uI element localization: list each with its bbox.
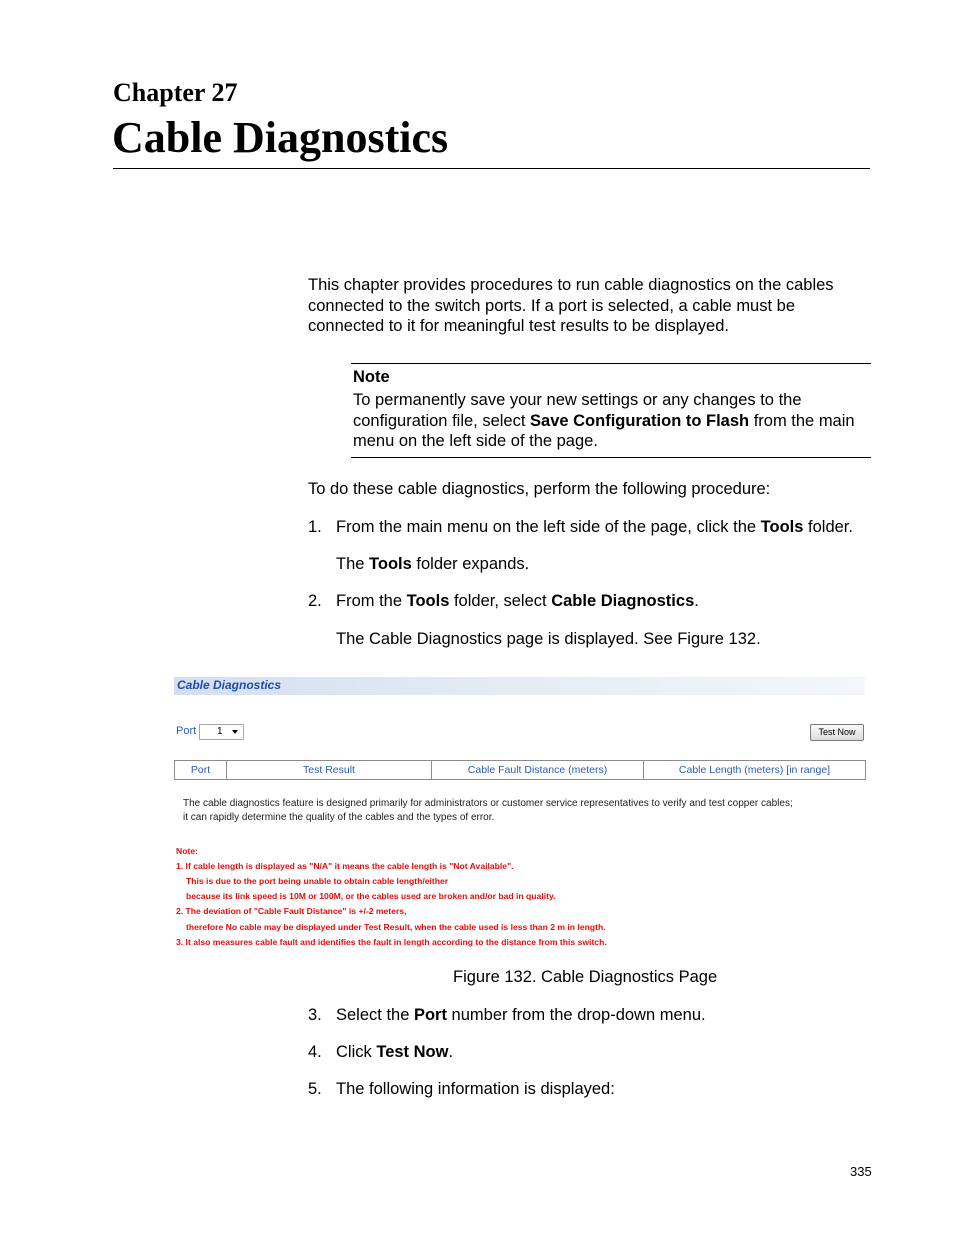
step-3-bold: Port (413, 1006, 447, 1024)
figure-page-header (174, 677, 865, 695)
note-text-after: from the main menu on the left side of the page. (353, 411, 855, 450)
figure-port-label: Port (176, 725, 197, 737)
step-1-post: folder. (803, 518, 853, 536)
step-1-result-post: folder expands. (411, 555, 530, 573)
column-header-test-result: Test Result (227, 761, 432, 779)
step-3-post: number from the drop-down menu. (446, 1006, 706, 1024)
figure-note-heading: Note: (176, 846, 198, 856)
step-2-mid: folder, select (449, 592, 552, 610)
step-5-text: The following information is displayed: (336, 1080, 615, 1098)
step-2-result: The Cable Diagnostics page is displayed. See Figure 132. (336, 630, 761, 648)
figure-note-line: 1. If cable length is displayed as "N/A" it means the cable length is "Not Available". (176, 861, 514, 871)
step-1-result-pre: The (336, 555, 370, 573)
figure-note-line: This is due to the port being unable to obtain cable length/either (186, 876, 449, 886)
test-now-button[interactable]: Test Now (810, 724, 864, 741)
figure-port-select[interactable] (199, 724, 244, 740)
step-1-text (336, 517, 853, 538)
step-2-pre: From the (336, 592, 407, 610)
step-1-pre: From the main menu on the left side of the page, click the (336, 518, 761, 536)
step-2-bold-tools: Tools (406, 592, 450, 610)
step-4-bold: Test Now (376, 1043, 449, 1061)
note-text-before: To permanently save your new settings or any changes to the configuration file, select (353, 391, 802, 430)
step-2-number: 2. (308, 592, 322, 610)
step-2-bold-cable: Cable Diagnostics (551, 592, 695, 610)
figure-port-value: 1 (217, 726, 223, 737)
chapter-title: Cable Diagnostics (112, 113, 449, 162)
note-heading: Note (353, 368, 390, 386)
intro-paragraph: This chapter provides procedures to run cable diagnostics on the cables connected to the switch ports. If a port is selected, a cable must be connected to it for meaningful test results to be displayed. (308, 276, 834, 335)
step-2-post: . (694, 592, 699, 610)
title-divider (113, 168, 870, 169)
step-1-bold: Tools (760, 518, 804, 536)
figure-note-line: 2. The deviation of "Cable Fault Distance" is +/-2 meters, (176, 906, 407, 916)
note-text (353, 390, 869, 452)
step-4-pre: Click (336, 1043, 377, 1061)
step-3-text (336, 1005, 706, 1026)
chapter-label: Chapter 27 (113, 78, 238, 107)
figure-results-table-header (174, 760, 866, 780)
figure-note-line: because its link speed is 10M or 100M, or the cables used are broken and/or bad in quality. (186, 891, 556, 901)
figure-note-line: therefore No cable may be displayed under Test Result, when the cable used is less than 2 m in length. (186, 922, 606, 932)
step-4-text (336, 1042, 453, 1063)
step-1-result-bold: Tools (369, 555, 412, 573)
note-box (351, 363, 871, 458)
step-4-post: . (448, 1043, 454, 1061)
figure-description-line-2: it can rapidly determine the quality of the cables and the types of error. (183, 812, 495, 823)
column-header-fault-distance: Cable Fault Distance (meters) (432, 761, 644, 779)
figure-note-line: 3. It also measures cable fault and identifies the fault in length according to the distance from this switch. (176, 937, 607, 947)
chevron-down-icon (232, 730, 238, 734)
column-header-cable-length: Cable Length (meters) [in range] (678, 764, 831, 776)
step-1-result (336, 554, 529, 575)
column-header-port: Port (175, 761, 227, 779)
page-number: 335 (850, 1164, 872, 1179)
step-3-pre: Select the (336, 1006, 414, 1024)
note-text-bold: Save Configuration to Flash (530, 411, 750, 430)
figure-page-title: Cable Diagnostics (177, 678, 282, 692)
figure-caption: Figure 132. Cable Diagnostics Page (453, 968, 718, 986)
step-4-number: 4. (308, 1043, 322, 1061)
step-1-number: 1. (308, 518, 322, 536)
procedure-intro: To do these cable diagnostics, perform the following procedure: (308, 480, 771, 498)
step-2-text (336, 591, 699, 612)
figure-description-line-1: The cable diagnostics feature is designed primarily for administrators or customer service representatives to verify and test copper cables; (183, 798, 793, 809)
step-3-number: 3. (308, 1006, 322, 1024)
step-5-number: 5. (308, 1080, 322, 1098)
